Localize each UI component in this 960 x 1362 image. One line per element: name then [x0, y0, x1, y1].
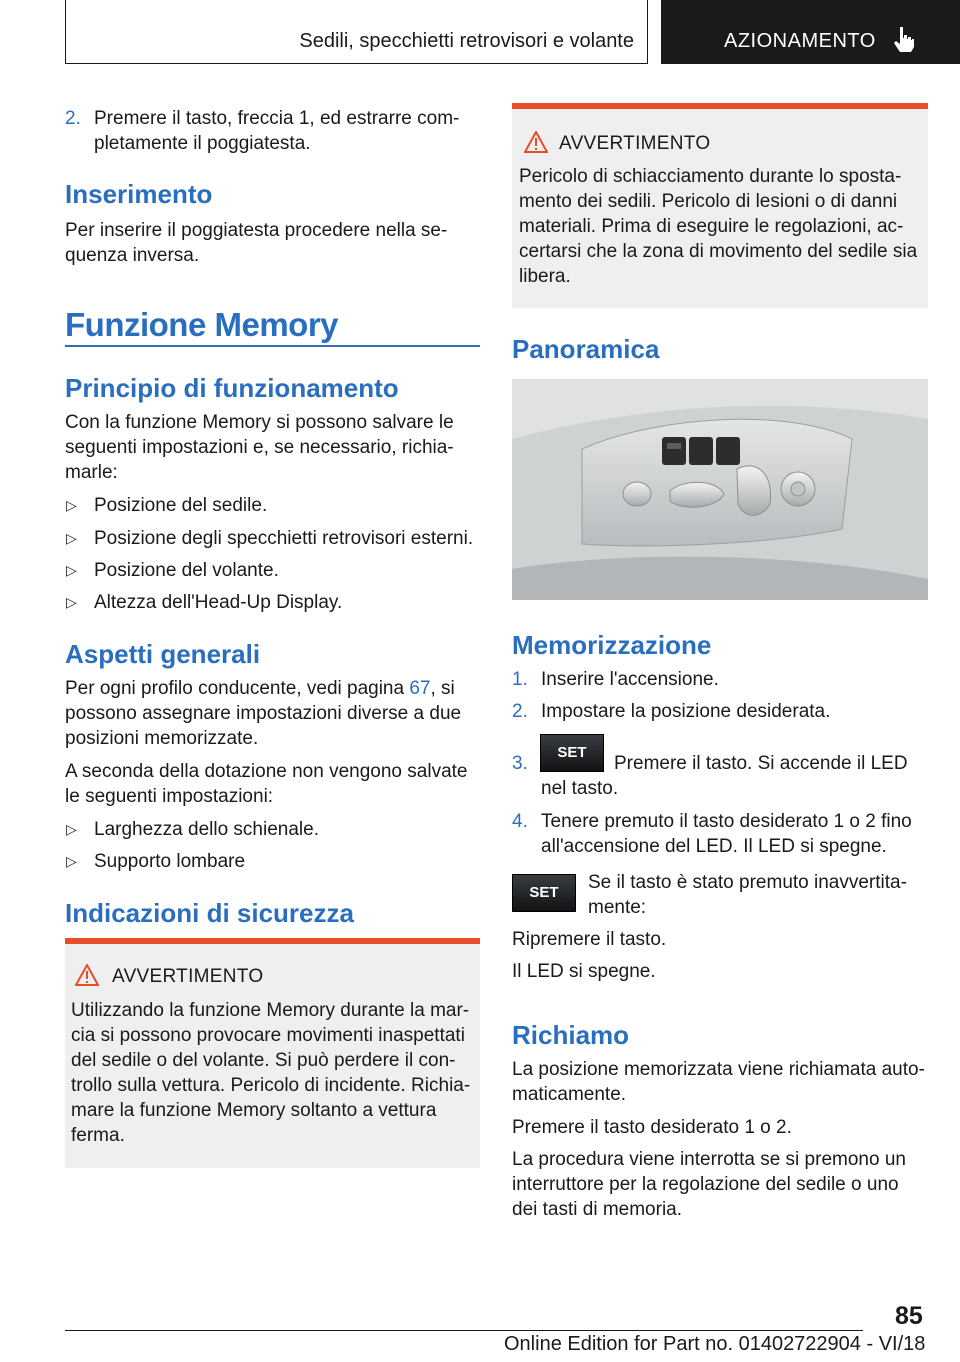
- seat-controls-illustration: [512, 379, 928, 600]
- note-text: Se il tasto è stato premuto inavvertita‐: [588, 872, 907, 893]
- paragraph: seguenti impostazioni e, se necessario, richia‐: [65, 437, 454, 458]
- heading-aspetti: Aspetti generali: [65, 639, 261, 669]
- step-text: pletamente il poggiatesta.: [94, 133, 311, 154]
- warning-box: [512, 103, 928, 308]
- warning-text: libera.: [519, 266, 571, 287]
- paragraph: Ripremere il tasto.: [512, 929, 667, 950]
- paragraph: quenza inversa.: [65, 245, 200, 266]
- paragraph: Premere il tasto desiderato 1 o 2.: [512, 1117, 792, 1138]
- warning-triangle-icon: [75, 964, 99, 986]
- paragraph: dei tasti di memoria.: [512, 1199, 683, 1220]
- step-text: Inserire l'accensione.: [541, 669, 719, 690]
- bullet-icon: ▷: [66, 562, 77, 578]
- set-button-image: [512, 874, 576, 912]
- footer-rule: [65, 1330, 863, 1331]
- paragraph: interruttore per la regolazione del sedile o uno: [512, 1174, 899, 1195]
- warning-text: ferma.: [71, 1125, 125, 1146]
- bullet-icon: ▷: [66, 530, 77, 546]
- set-label: SET: [529, 884, 559, 901]
- paragraph: Per ogni profilo conducente, vedi pagina 67, si: [65, 678, 455, 699]
- warning-box: [65, 938, 480, 1168]
- paragraph: Per inserire il poggiatesta procedere nella se‐: [65, 220, 448, 241]
- warning-text: materiali. Prima di eseguire le regolazioni, ac‐: [519, 216, 904, 237]
- list-item: Larghezza dello schienale.: [94, 819, 319, 840]
- chapter-title: AZIONAMENTO: [724, 30, 876, 52]
- paragraph: posizioni memorizzate.: [65, 728, 259, 749]
- warning-bar: [65, 938, 480, 944]
- heading-memorizzazione: Memorizzazione: [512, 630, 712, 660]
- step-text: all'accensione del LED. Il LED si spegne.: [541, 836, 887, 857]
- page-link[interactable]: 67: [409, 678, 431, 699]
- warning-triangle-icon: [524, 131, 548, 153]
- heading-principio: Principio di funzionamento: [65, 373, 399, 403]
- section-title: Sedili, specchietti retrovisori e volante: [299, 30, 634, 52]
- hand-pointer-icon: [893, 26, 915, 52]
- warning-text: certarsi che la zona di movimento del sedile sia: [519, 241, 918, 262]
- heading-funzione-memory: Funzione Memory: [65, 306, 339, 343]
- heading-sicurezza: Indicazioni di sicurezza: [65, 898, 354, 928]
- warning-text: Pericolo di schiacciamento durante lo sposta‐: [519, 166, 902, 187]
- step-text: nel tasto.: [541, 778, 619, 799]
- step-text: Premere il tasto, freccia 1, ed estrarre com‐: [94, 108, 460, 129]
- step-text: Tenere premuto il tasto desiderato 1 o 2 fino: [541, 811, 912, 832]
- step-number: 2.: [512, 701, 528, 722]
- warning-title: AVVERTIMENTO: [559, 133, 711, 154]
- page-number: 85: [895, 1302, 923, 1330]
- warning-text: mare la funzione Memory soltanto a vettura: [71, 1100, 437, 1121]
- bullet-icon: ▷: [66, 853, 77, 869]
- heading-inserimento: Inserimento: [65, 179, 213, 209]
- paragraph: Con la funzione Memory si possono salvare le: [65, 412, 454, 433]
- list-item: Posizione del sedile.: [94, 495, 268, 516]
- chapter-header: [661, 0, 960, 64]
- paragraph: La procedura viene interrotta se si premono un: [512, 1149, 906, 1170]
- set-button-image: [540, 734, 604, 772]
- bullet-icon: ▷: [66, 594, 77, 610]
- step-text: Impostare la posizione desiderata.: [541, 701, 831, 722]
- section-header: [65, 0, 648, 64]
- edition-text: Online Edition for Part no. 01402722904 - VI/18: [504, 1333, 926, 1355]
- bullet-icon: ▷: [66, 497, 77, 513]
- warning-text: cia si possono provocare movimenti inaspettati: [71, 1025, 465, 1046]
- heading-panoramica: Panoramica: [512, 334, 660, 364]
- step-number: 2.: [65, 108, 81, 129]
- list-item: Posizione del volante.: [94, 560, 279, 581]
- list-item: Posizione degli specchietti retrovisori esterni.: [94, 528, 474, 549]
- bullet-icon: ▷: [66, 821, 77, 837]
- warning-text: Utilizzando la funzione Memory durante la mar‐: [71, 1000, 470, 1021]
- step-text: Premere il tasto. Si accende il LED: [614, 753, 908, 774]
- paragraph: La posizione memorizzata viene richiamata auto‐: [512, 1059, 925, 1080]
- list-item: Supporto lombare: [94, 851, 246, 872]
- note-text: mente:: [588, 897, 647, 918]
- step-number: 1.: [512, 669, 528, 690]
- set-label: SET: [557, 744, 587, 761]
- step-number: 3.: [512, 753, 528, 774]
- seat-controls-photo: [512, 379, 928, 600]
- list-item: Altezza dell'Head-Up Display.: [94, 592, 343, 613]
- warning-bar: [512, 103, 928, 109]
- heading-richiamo: Richiamo: [512, 1020, 630, 1050]
- paragraph: possono assegnare impostazioni diverse a due: [65, 703, 462, 724]
- warning-text: trollo sulla vettura. Pericolo di incidente. Richia‐: [71, 1075, 471, 1096]
- warning-text: mento dei sedili. Pericolo di lesioni o di danni: [519, 191, 898, 212]
- paragraph: le seguenti impostazioni:: [65, 786, 274, 807]
- paragraph: Il LED si spegne.: [512, 961, 656, 982]
- warning-title: AVVERTIMENTO: [112, 966, 264, 987]
- paragraph: maticamente.: [512, 1084, 627, 1105]
- warning-text: del sedile o del volante. Si può perdere il con‐: [71, 1050, 456, 1071]
- step-number: 4.: [512, 811, 528, 832]
- paragraph: marle:: [65, 462, 118, 483]
- heading-rule: [65, 345, 480, 347]
- paragraph: A seconda della dotazione non vengono salvate: [65, 761, 468, 782]
